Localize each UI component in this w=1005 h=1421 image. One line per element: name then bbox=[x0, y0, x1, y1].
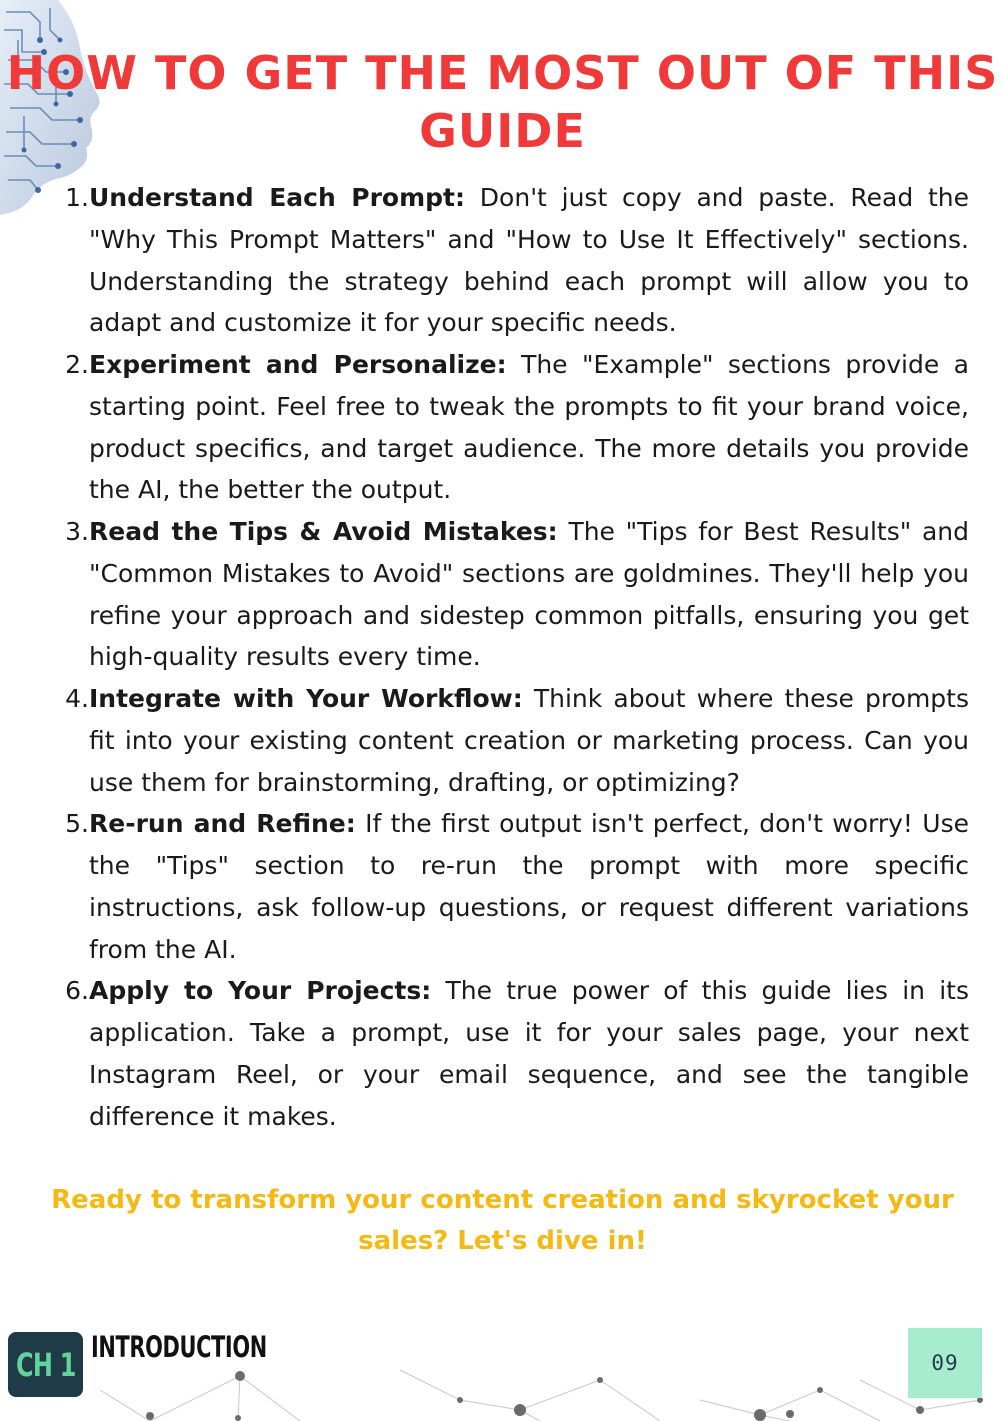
list-item-text: The "Tips for Best Results" and "Common Mistakes to Avoid" sections are goldmines. They'll help you refine your approach and sidestep common pitfalls, ensuring you get high-quality results every time. bbox=[89, 517, 970, 672]
list-item-text: The true power of this guide lies in its application. Take a prompt, use it for your sales page, your next Instagram Reel, or your email sequence, and see the tangible difference it makes. bbox=[89, 976, 969, 1131]
list-item-number: 1. bbox=[65, 183, 89, 212]
page-number: 09 bbox=[931, 1351, 959, 1375]
list-item-title: Read the Tips & Avoid Mistakes: bbox=[89, 517, 558, 546]
chapter-badge bbox=[8, 1332, 83, 1397]
list-item-text: The "Example" sections provide a starting point. Feel free to tweak the prompts to fit your brand voice, product specifics, and target audience. The more details you provide the AI, the better the output. bbox=[89, 350, 970, 505]
list-item-text: If the first output isn't perfect, don't worry! Use the "Tips" section to re-run the prompt with more specific instructions, ask follow-up questions, or request different variations from the AI. bbox=[89, 809, 969, 964]
section-name: INTRODUCTION bbox=[91, 1330, 267, 1364]
list-item bbox=[54, 177, 969, 344]
list-item-number: 5. bbox=[65, 809, 89, 839]
list-item-number: 2. bbox=[65, 350, 89, 379]
list-item-number: 4. bbox=[65, 684, 89, 713]
list-item-text: Think about where these prompts fit into your existing content creation or marketing process. Can you use them for brainstorming, drafting, or optimizing? bbox=[89, 684, 969, 797]
guide-tips-list bbox=[54, 177, 969, 1137]
list-item-title: Understand Each Prompt: bbox=[89, 183, 466, 212]
list-item-number: 3. bbox=[65, 517, 89, 546]
list-item-title: Experiment and Personalize: bbox=[89, 350, 507, 379]
chapter-label: CH 1 bbox=[15, 1345, 76, 1384]
list-item-title: Apply to Your Projects: bbox=[89, 976, 432, 1006]
list-item-title: Re-run and Refine: bbox=[89, 809, 356, 839]
list-item-number: 6. bbox=[65, 976, 89, 1006]
list-item bbox=[54, 970, 969, 1137]
list-item-title: Integrate with Your Workflow: bbox=[89, 684, 523, 713]
list-item bbox=[54, 678, 969, 803]
list-item-text: Don't just copy and paste. Read the "Why This Prompt Matters" and "How to Use It Effectively" sections. Understanding the strategy behind each prompt will allow you to adapt and customize it for your specific needs. bbox=[89, 183, 970, 338]
call-to-action: Ready to transform your content creation and skyrocket your sales? Let's dive in! bbox=[51, 1185, 954, 1256]
page-number-box bbox=[908, 1328, 982, 1398]
list-item bbox=[54, 511, 969, 678]
list-item bbox=[54, 344, 969, 511]
list-item bbox=[54, 803, 969, 970]
page-title: HOW TO GET THE MOST OUT OF THIS GUIDE bbox=[6, 46, 999, 158]
